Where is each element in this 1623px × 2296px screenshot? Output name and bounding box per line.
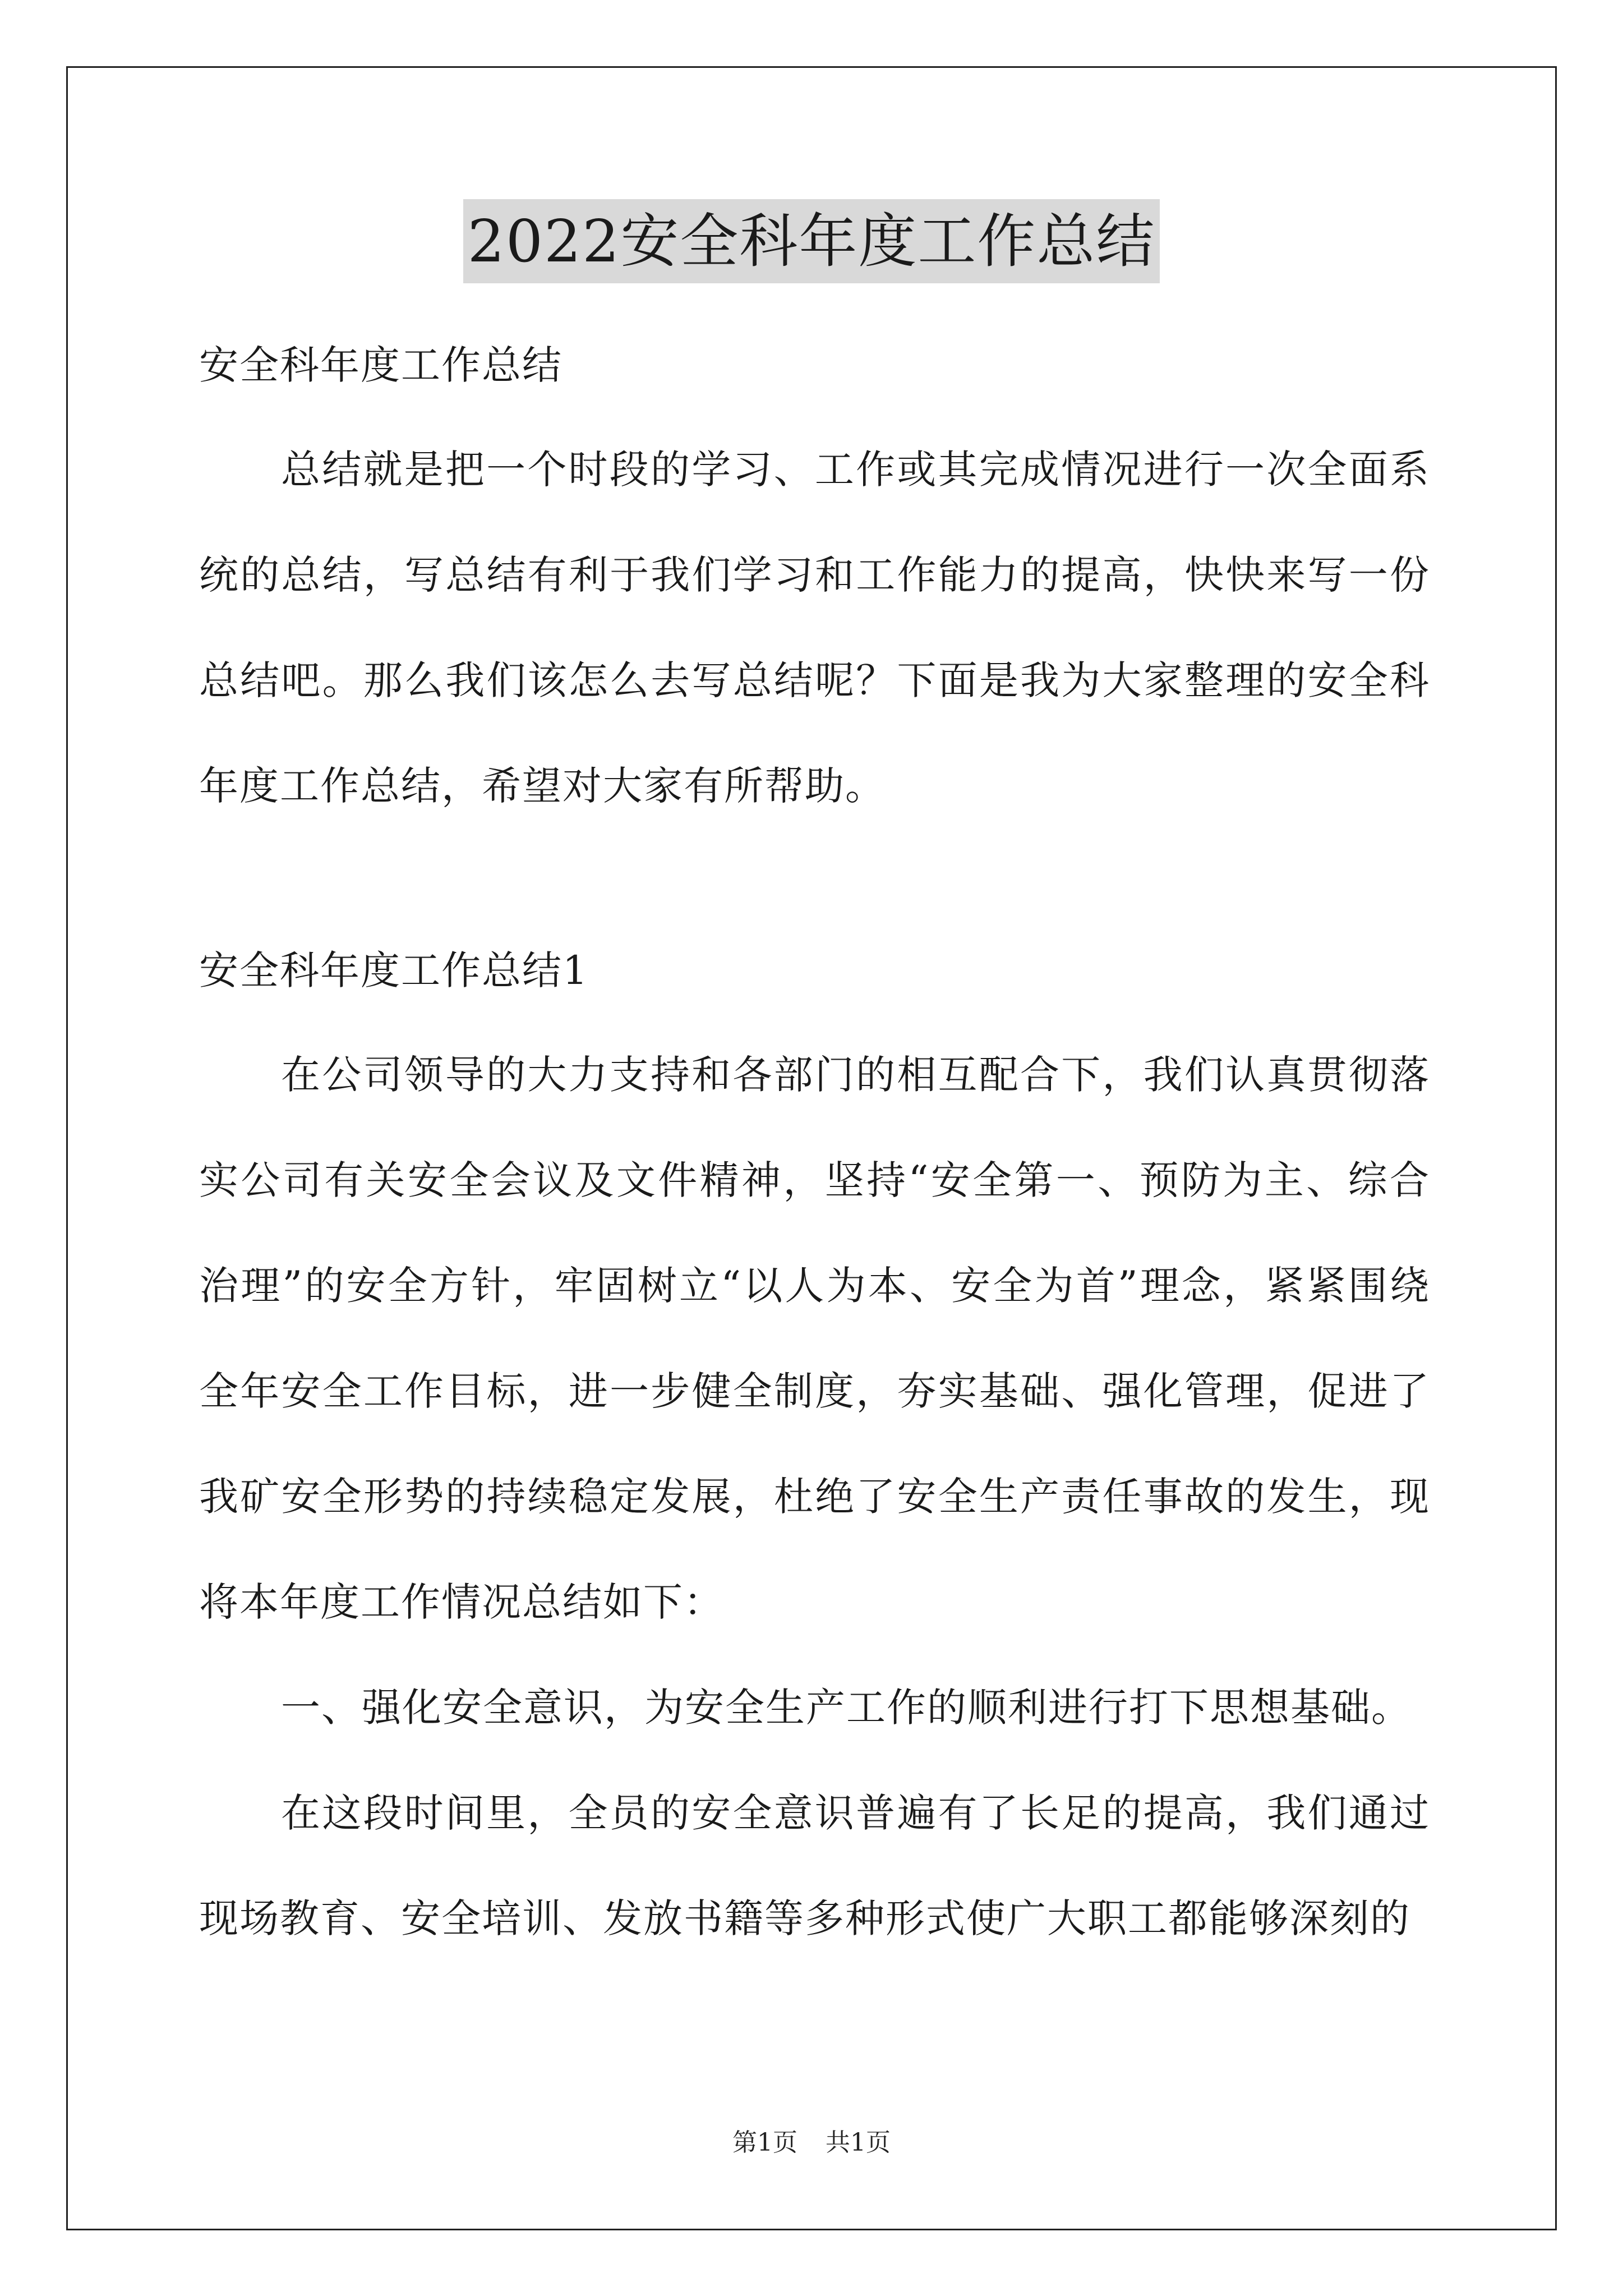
intro-paragraph: 总结就是把一个时段的学习、工作或其完成情况进行一次全面系统的总结，写总结有利于我们学习和工作能力的提高，快快来写一份总结吧。那么我们该怎么去写总结呢？下面是我为大家整理的安全科年度工作总结，希望对大家有所帮助。	[199, 447, 1430, 809]
page-number-total: 共1页	[826, 2128, 891, 2157]
subtitle: 安全科年度工作总结	[199, 342, 562, 388]
body-paragraph-1: 在公司领导的大力支持和各部门的相互配合下，我们认真贯彻落实公司有关安全会议及文件精神，坚持“安全第一、预防为主、综合治理”的安全方针，牢固树立“以人为本、安全为首”理念，紧紧围绕全年安全工作目标，进一步健全制度，夯实基础、强化管理，促进了我矿安全形势的持续稳定发展，杜绝了安全生产责任事故的发生，现将本年度工作情况总结如下：	[199, 1052, 1430, 1625]
point-heading-1: 一、强化安全意识，为安全生产工作的顺利进行打下思想基础。	[281, 1685, 1412, 1731]
title-container	[0, 199, 1623, 283]
section-heading: 安全科年度工作总结1	[199, 947, 589, 993]
page-number-current: 第1页	[732, 2128, 797, 2157]
body-paragraph-2: 在这段时间里，全员的安全意识普遍有了长足的提高，我们通过现场教育、安全培训、发放书籍等多种形式使广大职工都能够深刻的	[199, 1790, 1430, 1941]
document-body	[199, 325, 1430, 1998]
document-title: 2022安全科年度工作总结	[463, 199, 1160, 283]
page-footer	[0, 2126, 1623, 2160]
